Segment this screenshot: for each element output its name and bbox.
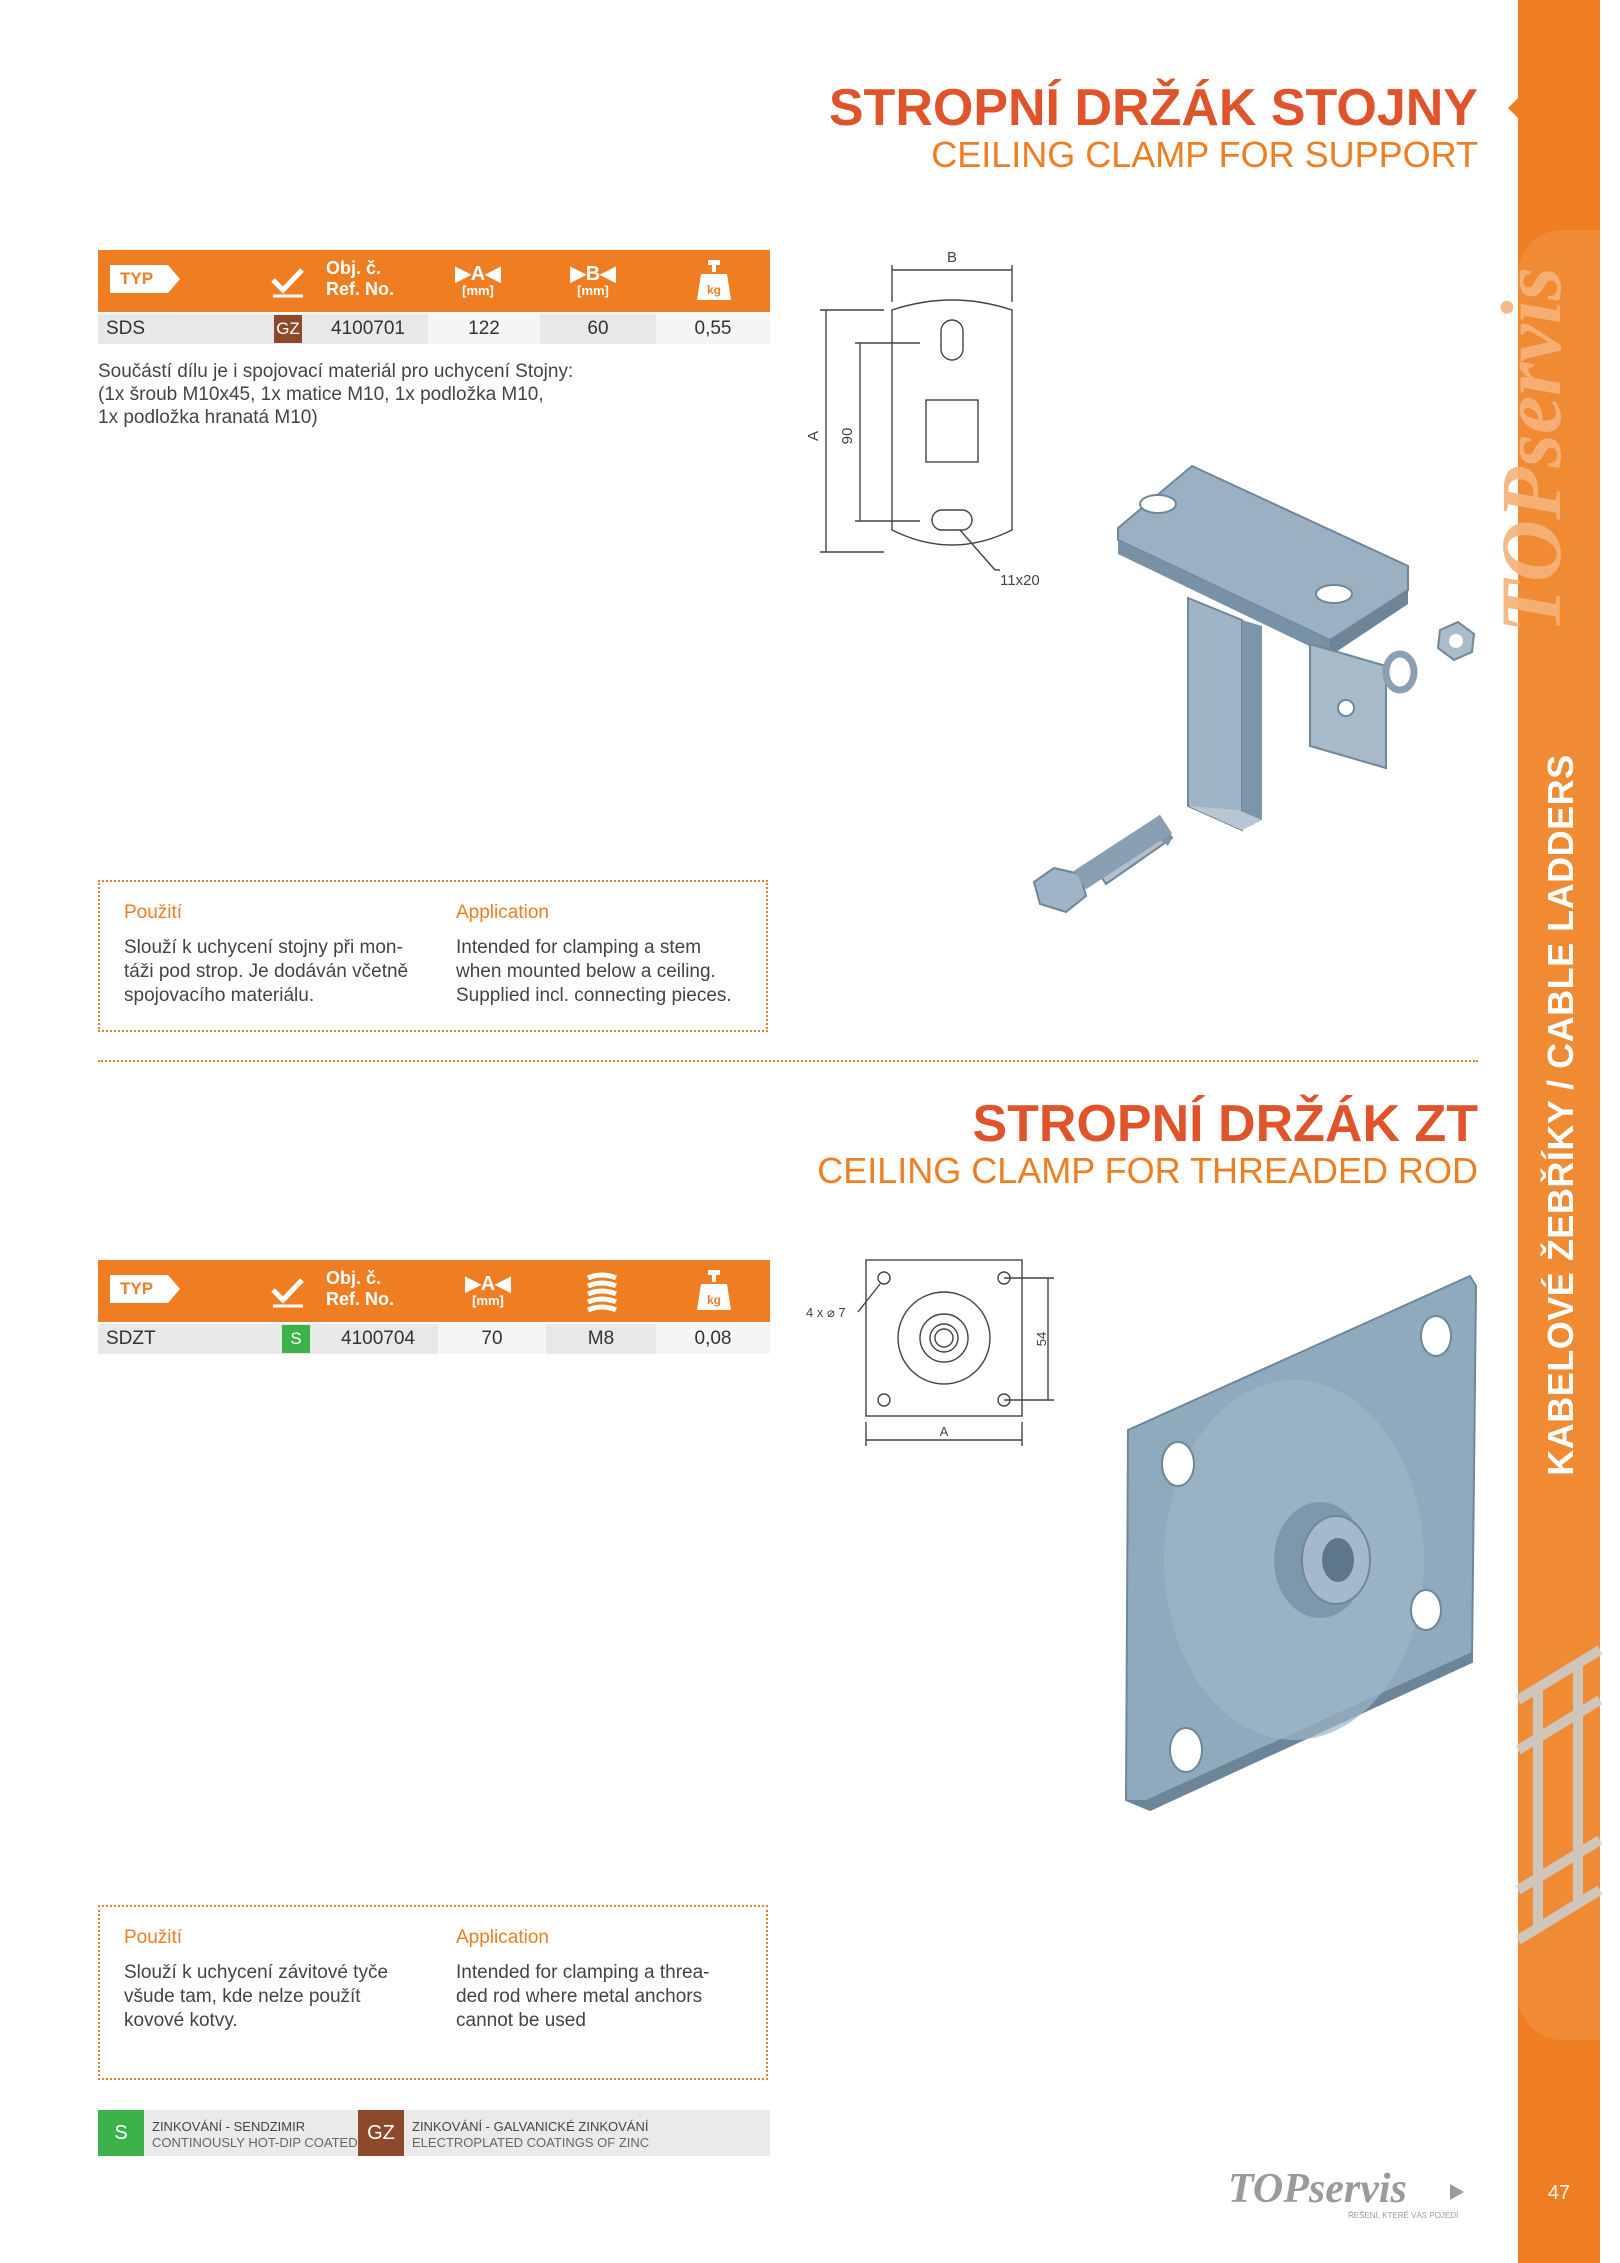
usage-cz-line: spojovacího materiálu. bbox=[124, 985, 315, 1006]
legend-gz-badge: GZ bbox=[358, 2110, 404, 2156]
legend-s-badge: S bbox=[98, 2110, 144, 2156]
checkmark-icon bbox=[270, 1274, 306, 1310]
slot-label: 11x20 bbox=[1000, 572, 1040, 589]
thread-icon bbox=[584, 1272, 620, 1312]
note-line: (1x šroub M10x45, 1x matice M10, 1x podložka M10, bbox=[98, 384, 544, 405]
col-b-label: B bbox=[585, 263, 601, 285]
usage-cz-line: Slouží k uchycení stojny při mon- bbox=[124, 937, 403, 958]
product-2-drawing bbox=[800, 1250, 1080, 1450]
dim-54-label: 54 bbox=[1034, 1331, 1049, 1347]
kg-label: kg bbox=[706, 283, 722, 297]
coating-legend bbox=[98, 2110, 770, 2156]
typ-arrow bbox=[168, 1275, 180, 1303]
dim-a-label: A bbox=[939, 1424, 949, 1439]
product-2-usage bbox=[98, 1905, 768, 2080]
usage-en-line: when mounted below a ceiling. bbox=[456, 961, 716, 982]
table-row bbox=[98, 314, 770, 344]
product-2-title: STROPNÍ DRŽÁK ZT bbox=[972, 1095, 1478, 1153]
usage-cz-line: táži pod strop. Je dodáván včetně bbox=[124, 961, 409, 982]
typ-label: TYP bbox=[110, 1275, 168, 1303]
ladder-graphic bbox=[1518, 1640, 1600, 1960]
usage-en-line: Supplied incl. connecting pieces. bbox=[456, 985, 732, 1006]
weight-icon bbox=[696, 1270, 732, 1312]
product-1-note bbox=[98, 360, 618, 429]
col-a-unit: [mm] bbox=[472, 1293, 504, 1308]
col-a-unit: [mm] bbox=[462, 283, 494, 298]
legend-gz-line2: ELECTROPLATED COATINGS OF ZINC bbox=[412, 2135, 650, 2150]
arrow-left-icon: ◀ bbox=[485, 263, 501, 285]
arrow-left-icon: ◀ bbox=[600, 263, 616, 285]
typ-arrow bbox=[168, 265, 180, 293]
usage-en-line: Intended for clamping a stem bbox=[456, 937, 702, 958]
weight-icon bbox=[696, 260, 732, 302]
product-2-subtitle: CEILING CLAMP FOR THREADED ROD bbox=[817, 1150, 1478, 1191]
product-1-title: STROPNÍ DRŽÁK STOJNY bbox=[828, 79, 1478, 137]
product-1-render bbox=[1010, 450, 1490, 930]
usage-cz bbox=[124, 902, 424, 1008]
note-line: 1x podložka hranatá M10) bbox=[98, 407, 318, 428]
col-b-unit: [mm] bbox=[577, 283, 609, 298]
usage-en-label: Application bbox=[456, 1927, 549, 1948]
table-header bbox=[98, 1260, 770, 1322]
usage-en-line: ded rod where metal anchors bbox=[456, 1986, 703, 2007]
ref-value: 4100704 bbox=[341, 1328, 415, 1349]
note-line: Součástí dílu je i spojovací materiál pro uchycení Stojny: bbox=[98, 361, 574, 382]
typ-value: SDS bbox=[106, 318, 146, 339]
ref-label-en: Ref. No. bbox=[326, 279, 395, 299]
a-value: 122 bbox=[428, 314, 540, 344]
a-value: 70 bbox=[438, 1324, 546, 1354]
arrow-right-icon: ▶ bbox=[465, 1273, 481, 1295]
coating-badge: GZ bbox=[274, 315, 302, 343]
topservis-logo bbox=[1228, 2168, 1468, 2222]
product-2-table bbox=[98, 1260, 770, 1354]
ref-header bbox=[326, 258, 394, 300]
usage-cz bbox=[124, 1927, 424, 2033]
table-row bbox=[98, 1324, 770, 1354]
ref-header bbox=[326, 1268, 394, 1310]
col-a-label: A bbox=[470, 263, 486, 285]
dim-90-label: 90 bbox=[839, 427, 856, 445]
col-a-header bbox=[428, 250, 528, 312]
kg-label: kg bbox=[706, 1293, 722, 1307]
ref-label-en: Ref. No. bbox=[326, 1289, 395, 1309]
side-band-title: KABELOVÉ ŽEBŘÍKY / CABLE LADDERS bbox=[1540, 754, 1581, 1476]
col-a-label: A bbox=[480, 1273, 496, 1295]
dim-b-label: B bbox=[946, 249, 958, 266]
section-divider bbox=[98, 1060, 1478, 1062]
coating-badge: S bbox=[282, 1325, 310, 1353]
product-1-subtitle: CEILING CLAMP FOR SUPPORT bbox=[931, 134, 1478, 175]
legend-s-line1: ZINKOVÁNÍ - SENDZIMIR bbox=[152, 2119, 306, 2134]
usage-en bbox=[456, 1927, 756, 2033]
usage-en-label: Application bbox=[456, 902, 549, 923]
kg-value: 0,55 bbox=[656, 314, 770, 344]
legend-s-line2: CONTINOUSLY HOT-DIP COATED bbox=[152, 2135, 358, 2150]
product-2-render bbox=[1110, 1260, 1490, 1820]
kg-value: 0,08 bbox=[656, 1324, 770, 1354]
product-1-table bbox=[98, 250, 770, 344]
typ-value: SDZT bbox=[106, 1328, 156, 1349]
holes-label: 4 x ⌀ 7 bbox=[806, 1305, 846, 1320]
ref-label-cz: Obj. č. bbox=[326, 258, 382, 278]
usage-cz-line: Slouží k uchycení závitové tyče bbox=[124, 1962, 389, 1983]
typ-label: TYP bbox=[110, 265, 168, 293]
thread-value: M8 bbox=[587, 1328, 615, 1349]
topservis-watermark bbox=[1483, 240, 1620, 660]
logo-text: TOPservis bbox=[1228, 2166, 1407, 2212]
col-a-header bbox=[438, 1260, 538, 1322]
page-number: 47 bbox=[1547, 2182, 1571, 2204]
usage-en bbox=[456, 902, 756, 1008]
usage-cz-line: všude tam, kde nelze použít bbox=[124, 1986, 361, 2007]
usage-en-line: cannot be used bbox=[456, 2010, 586, 2031]
dim-a-label: A bbox=[805, 430, 822, 442]
usage-cz-label: Použití bbox=[124, 1927, 183, 1948]
product-1-usage bbox=[98, 880, 768, 1032]
b-value: 60 bbox=[587, 318, 609, 339]
arrow-right-icon: ▶ bbox=[570, 263, 586, 285]
ref-value: 4100701 bbox=[331, 318, 405, 339]
checkmark-icon bbox=[270, 264, 306, 300]
ref-label-cz: Obj. č. bbox=[326, 1268, 382, 1288]
side-band-notch bbox=[1508, 86, 1530, 130]
usage-en-line: Intended for clamping a threa- bbox=[456, 1962, 710, 1983]
logo-arrow-icon bbox=[1450, 2184, 1464, 2200]
svg-text:TOPservis: TOPservis bbox=[1483, 266, 1579, 634]
logo-tagline: ŘEŠENÍ, KTERÉ VÁS POJEDÍ bbox=[1348, 2211, 1459, 2220]
usage-cz-label: Použití bbox=[124, 902, 183, 923]
col-b-header bbox=[543, 250, 643, 312]
legend-gz-line1: ZINKOVÁNÍ - GALVANICKÉ ZINKOVÁNÍ bbox=[412, 2119, 649, 2134]
usage-cz-line: kovové kotvy. bbox=[124, 2010, 238, 2031]
arrow-right-icon: ▶ bbox=[455, 263, 471, 285]
arrow-left-icon: ◀ bbox=[495, 1273, 511, 1295]
table-header bbox=[98, 250, 770, 312]
